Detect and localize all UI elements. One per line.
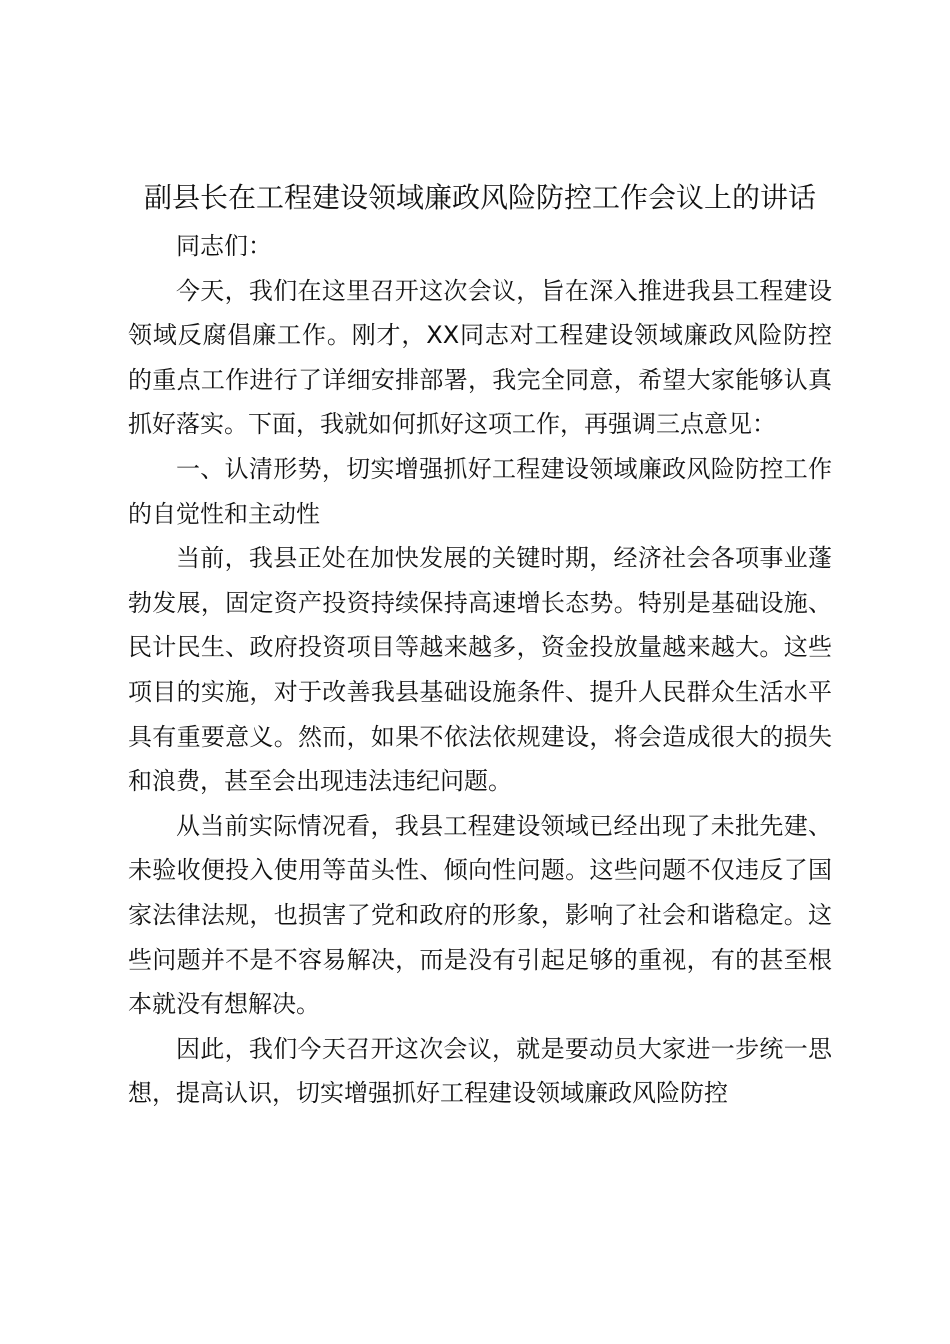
body-paragraph: 从当前实际情况看，我县工程建设领域已经出现了未批先建、未验收便投入使用等苗头性、倾向性问题。这些问题不仅违反了国家法律法规，也损害了党和政府的形象，影响了社会和谐稳定。这些问题并不是不容易解决，而是没有引起足够的重视，有的甚至根本就没有想解决。 xyxy=(128,811,832,1019)
document-title: 副县长在工程建设领域廉政风险防控工作会议上的讲话 xyxy=(143,181,816,214)
opening-paragraph: 今天，我们在这里召开这次会议，旨在深入推进我县工程建设领域反腐倡廉工作。刚才，XX同志对工程建设领域廉政风险防控的重点工作进行了详细安排部署，我完全同意，希望大家能够认真抓好落实。下面，我就如何抓好这项工作，再强调三点意见： xyxy=(128,276,832,439)
body-paragraph: 当前，我县正处在加快发展的关键时期，经济社会各项事业蓬勃发展，固定资产投资持续保持高速增长态势。特别是基础设施、民计民生、政府投资项目等越来越多，资金投放量越来越大。这些项目的实施，对于改善我县基础设施条件、提升人民群众生活水平具有重要意义。然而，如果不依法依规建设，将会造成很大的损失和浪费，甚至会出现违法违纪问题。 xyxy=(128,544,832,796)
section-heading-1: 一、认清形势，切实增强抓好工程建设领域廉政风险防控工作的自觉性和主动性 xyxy=(128,454,832,528)
body-paragraph: 因此，我们今天召开这次会议，就是要动员大家进一步统一思想，提高认识，切实增强抓好工程建设领域廉政风险防控 xyxy=(128,1034,832,1108)
document-body xyxy=(128,224,832,1116)
salutation-paragraph: 同志们： xyxy=(176,232,272,260)
